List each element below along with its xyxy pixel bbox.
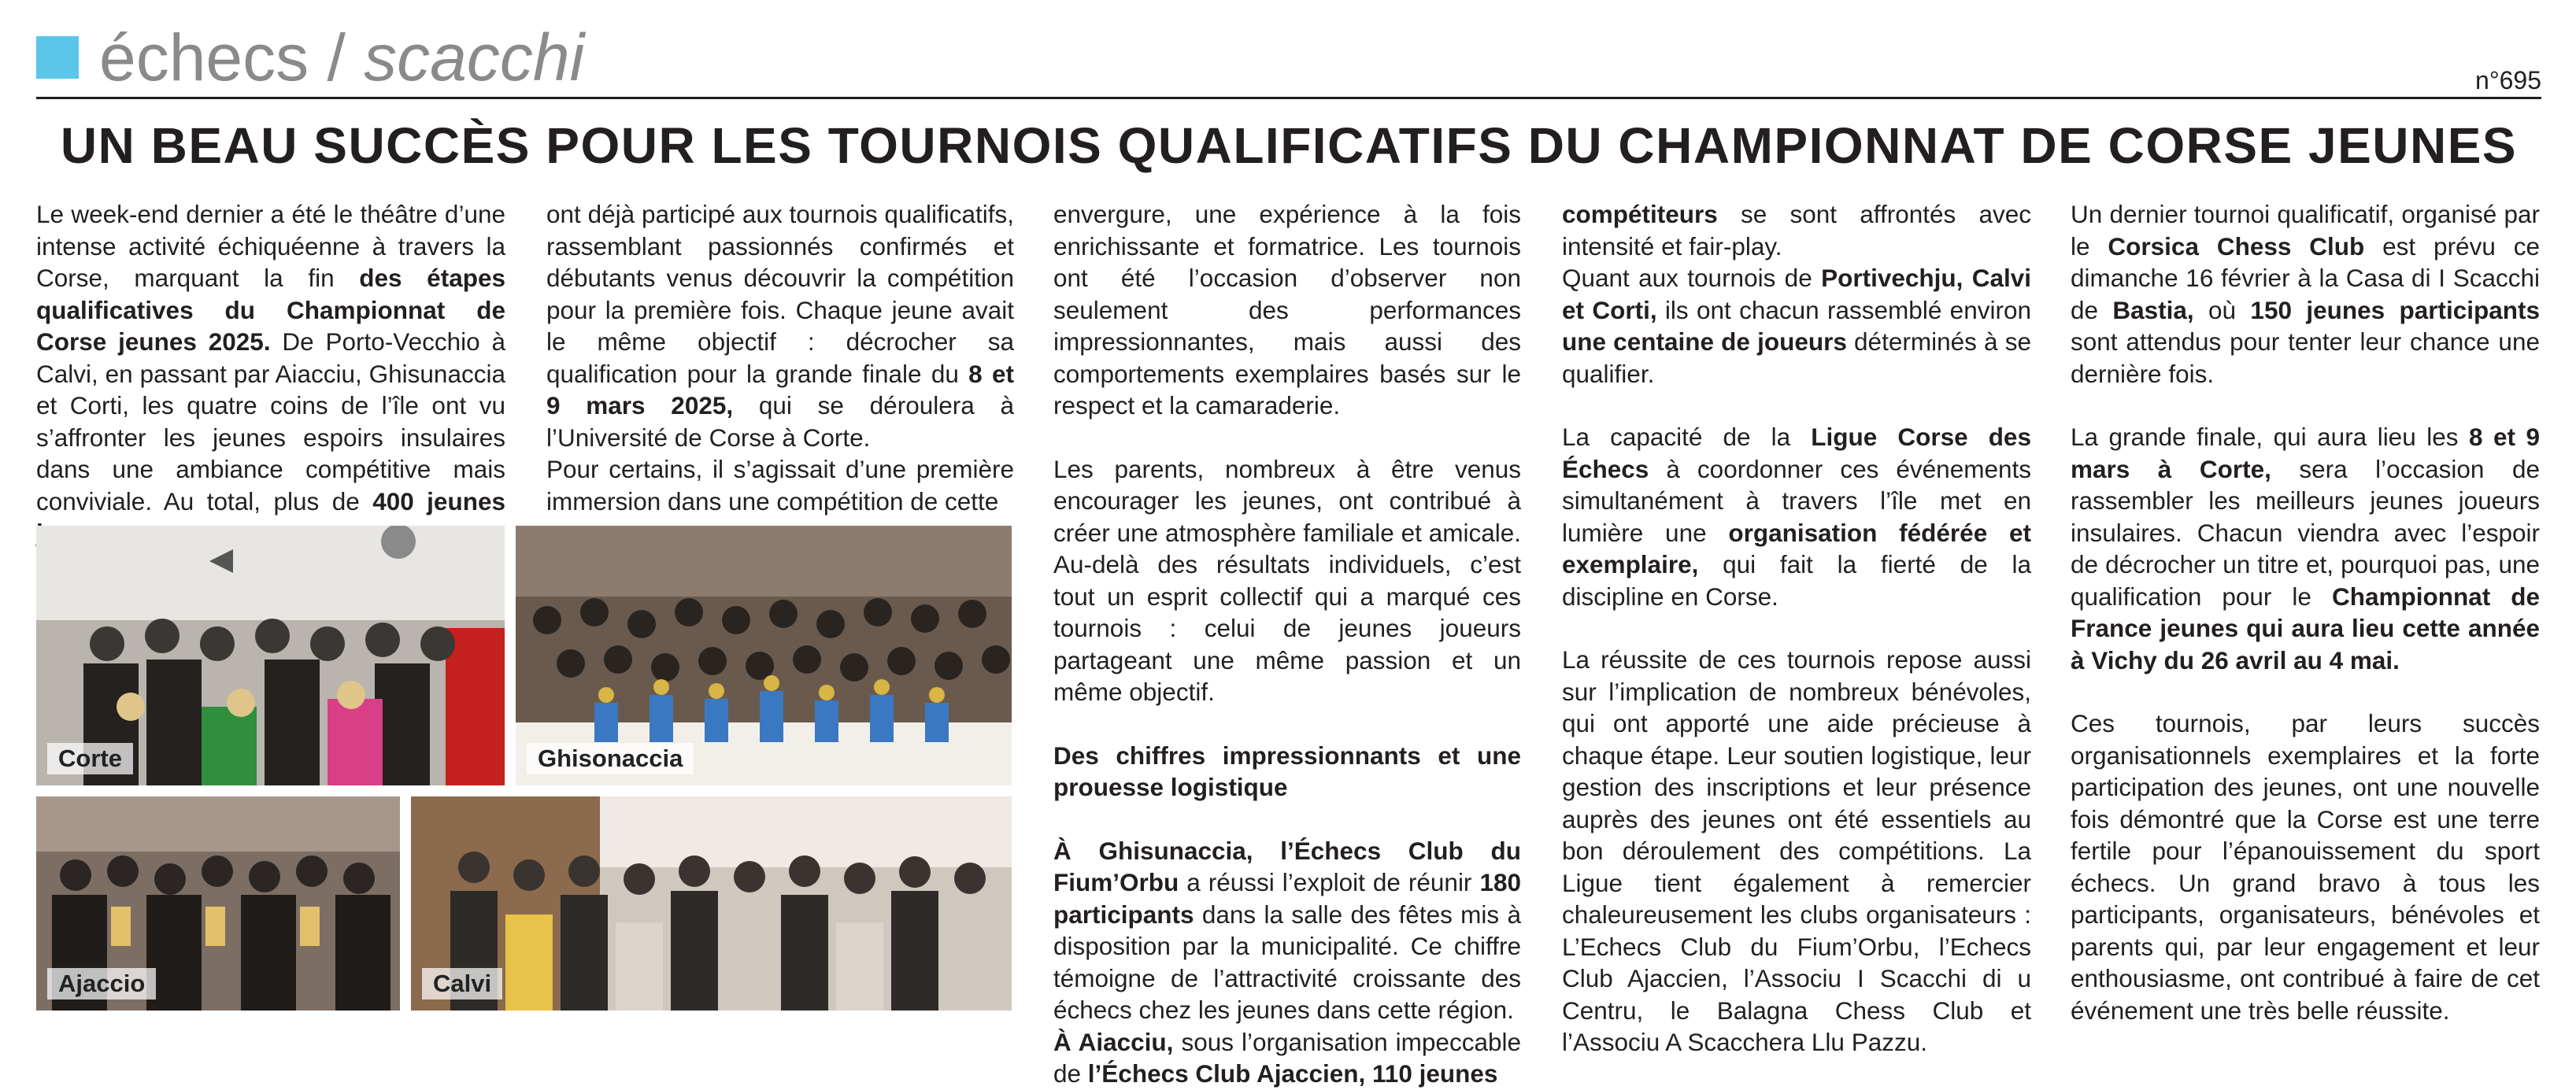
photo-caption-ghisonaccia: Ghisonaccia	[527, 743, 694, 774]
paragraph: envergure, une expérience à la fois enrichissante et formatrice. Les tournois ont été l’occasion d’observer non seulement des performances impressionnantes, mais aussi des comportements exemplaires basés sur le respect et la camaraderie.	[1053, 200, 1521, 419]
section-name-co: scacchi	[364, 20, 585, 94]
paragraph: À Aiacciu, sous l’organisation impeccable de l’Échecs Club Ajaccien, 110 jeunes	[1053, 1027, 1521, 1088]
photo-corte	[36, 526, 505, 785]
photo-caption-corte: Corte	[47, 743, 133, 774]
photo-caption-ajaccio: Ajaccio	[47, 968, 156, 999]
paragraph: compétiteurs se sont affrontés avec intensité et fair-play.	[1562, 200, 2031, 260]
photo-calvi	[411, 796, 1012, 1011]
paragraph: ont déjà participé aux tournois qualificatifs, rassemblant passionnés confirmés et débutants venus découvrir la compétition pour la première fois. Chaque jeune avait le même objectif : décrocher sa qualification pour la grande finale du 8 et 9 mars 2025, qui se déroulera à l’Université de Corse à Corte.	[546, 200, 1015, 452]
paragraph: Un dernier tournoi qualificatif, organisé par le Corsica Chess Club est prévu ce dimanche 16 février à la Casa di I Scacchi de Bastia, où 150 jeunes participants sont attendus pour tenter leur chance une dernière fois.	[2071, 200, 2540, 388]
paragraph: Le week-end dernier a été le théâtre d’une intense activité échiquéenne à travers la Corse, marquant la fin des étapes qualificatives du Championnat de Corse jeunes 2025. De Porto-Vecchio à Calvi, en passant par Aiacciu, Ghisunaccia et Corti, les quatre coins de l’île ont vu s’affronter les jeunes espoirs insulaires dans une ambiance compétitive mais conviviale. Au total, plus de 400 jeunes	[36, 200, 505, 515]
article-column-3	[1053, 198, 1521, 1090]
paragraph: Les parents, nombreux à être venus encourager les jeunes, ont contribué à créer une atmosphère familiale et amicale. Au-delà des résultats individuels, c’est tout un esprit collectif qui a marqué ces tournois : celui de jeunes joueurs partageant une même passion et un même objectif.	[1053, 454, 1521, 706]
issue-number: n°695	[2475, 66, 2541, 94]
subheading: Des chiffres impressionnants et une prouesse logistique	[1053, 741, 1521, 801]
section-color-block	[36, 36, 79, 79]
paragraph: Pour certains, il s’agissait d’une première immersion dans une compétition de cette	[546, 455, 1014, 515]
paragraph: Quant aux tournois de Portivechju, Calvi et Corti, ils ont chacun rassemblé environ une centaine de joueurs déterminés à se qualifier.	[1562, 264, 2031, 388]
header-rule	[36, 97, 2541, 99]
section-header	[36, 22, 584, 93]
article-column-1	[36, 198, 505, 549]
paragraph: La grande finale, qui aura lieu les 8 et 9 mars à Corte, sera l’occasion de rassembler les meilleurs jeunes joueurs insulaires. Chacun viendra avec l’espoir de décrocher un titre et, pourquoi pas, une qualification pour le Championnat de France jeunes qui aura lieu cette année à Vichy du 26 avril au 4 mai.	[2071, 423, 2540, 674]
paragraph: À Ghisunaccia, l’Échecs Club du Fium’Orbu a réussi l’exploit de réunir 180 participants dans la salle des fêtes mis à disposition par la municipalité. Ce chiffre témoigne de l’attractivité croissante des échecs chez les jeunes dans cette région.	[1053, 836, 1521, 1024]
section-separator: /	[309, 20, 365, 94]
photo-caption-calvi: Calvi	[422, 968, 502, 999]
article-column-2	[546, 198, 1014, 517]
paragraph: Ces tournois, par leurs succès organisationnels exemplaires et la forte participation des jeunes, ont une nouvelle fois démontré que la Corse est une terre fertile pour l’épanouissement du sport échecs. Un grand bravo à tous les participants, organisateurs, bénévoles et parents qui, par leur engagement et leur enthousiasme, ont contribué à faire de cet événement une très belle réussite.	[2071, 709, 2540, 1025]
section-name-fr: échecs	[99, 20, 309, 94]
photo-ajaccio	[36, 796, 400, 1011]
section-label	[99, 20, 584, 96]
article-column-4	[1562, 198, 2031, 1059]
paragraph: La capacité de la Ligue Corse des Échecs à coordonner ces événements simultanément à travers l’île met en lumière une organisation fédérée et exemplaire, qui fait la fierté de la discipline en Corse.	[1562, 423, 2031, 611]
article-headline: UN BEAU SUCCÈS POUR LES TOURNOIS QUALIFICATIFS DU CHAMPIONNAT DE CORSE JEUNES	[60, 117, 2518, 174]
article-column-5	[2071, 198, 2540, 1026]
photo-ghisonaccia	[516, 526, 1012, 785]
paragraph: La réussite de ces tournois repose aussi sur l’implication de nombreux bénévoles, qui ont apporté une aide précieuse à chaque étape. Leur soutien logistique, leur gestion des inscriptions et leur présence auprès des jeunes ont été essentiels au bon déroulement des compétitions. La Ligue tient également à remercier chaleureusement les clubs organisateurs : L’Echecs Club du Fium’Orbu, l’Echecs Club Ajaccien, l’Associu I Scacchi di u Centru, le Balagna Chess Club et l’Associu A Scacchera Llu Pazzu.	[1562, 645, 2031, 1056]
